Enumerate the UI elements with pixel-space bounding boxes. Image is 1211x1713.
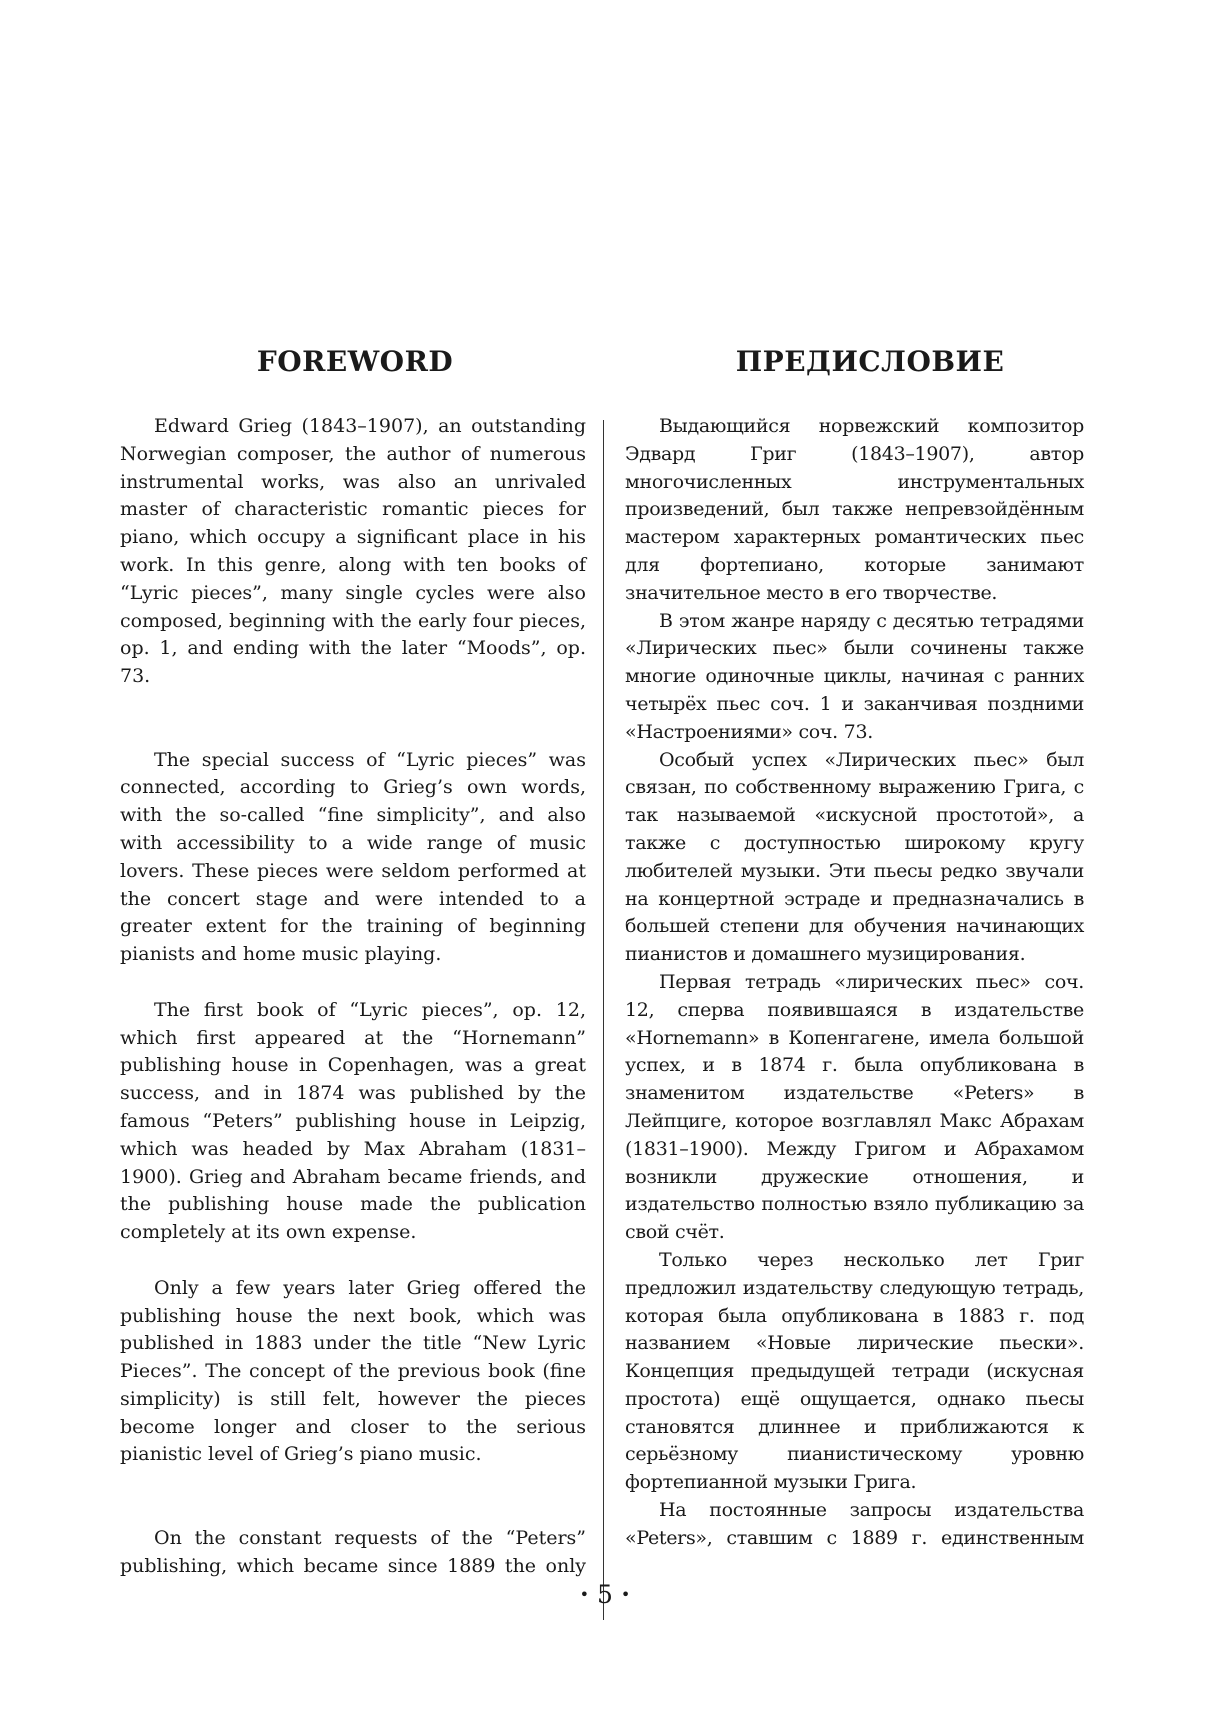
page-number	[555, 1580, 655, 1609]
russian-paragraph: Выдающийся норвежский композитор Эдвард Григ (1843–1907), автор многочисленных инструментальных произведений, был также непревзойдённым мастером характерных романтических пьес для фортепиано, которые занимают значительное место в его творчестве.	[625, 415, 1084, 604]
page-number-value: 5	[597, 1580, 613, 1609]
english-paragraph: Only a few years later Grieg offered the publishing house the next book, which was published in 1883 under the title “New Lyric Pieces”. The concept of the previous book (fine simplicity) is still felt, however the pieces become longer and closer to the serious pianistic level of Grieg’s piano music.	[120, 1276, 586, 1466]
english-paragraph: Edward Grieg (1843–1907), an outstanding Norwegian composer, the author of numerous instrumental works, was also an unrivaled master of characteristic romantic pieces for piano, which occupy a significant place in his work. In this genre, along with ten books of “Lyric pieces”, many single cycles were also composed, beginning with the early four pieces, op. 1, and ending with the later “Moods”, op. 73.	[120, 415, 586, 688]
english-paragraph: The special success of “Lyric pieces” was connected, according to Grieg’s own words, with the so-called “fine simplicity”, and also with accessibility to a wide range of music lovers. These pieces were seldom performed at the concert stage and were intended to a greater extent for the training of beginning pianists and home music playing.	[120, 748, 586, 966]
russian-paragraph: На постоянные запросы издательства «Peters», ставшим с 1889 г. единственным	[625, 1499, 1084, 1549]
russian-paragraph: Особый успех «Лирических пьес» был связан, по собственному выражению Грига, с так называемой «искусной простотой», а также с доступностью широкому кругу любителей музыки. Эти пьесы редко звучали на концертной эстраде и предназначались в большей степени для обучения начинающих пианистов и домашнего музицирования.	[625, 748, 1084, 966]
english-column	[120, 413, 586, 1580]
predislovie-title: ПРЕДИСЛОВИЕ	[735, 345, 1005, 378]
russian-column	[625, 413, 1084, 1553]
bullet-left-icon: •	[579, 1585, 590, 1604]
russian-paragraph: В этом жанре наряду с десятью тетрадями «Лирических пьес» были сочинены также многие одиночные циклы, начиная с ранних четырёх пьес соч. 1 и заканчивая поздними «Настроениями» соч. 73.	[625, 609, 1084, 743]
english-paragraph: The first book of “Lyric pieces”, op. 12, which first appeared at the “Hornemann” publishing house in Copenhagen, was a great success, and in 1874 was published by the famous “Peters” publishing house in Leipzig, which was headed by Max Abraham (1831–1900). Grieg and Abraham became friends, and the publishing house made the publication completely at its own expense.	[120, 998, 586, 1244]
english-paragraph: On the constant requests of the “Peters” publishing, which became since 1889 the only	[120, 1526, 586, 1577]
russian-paragraph: Первая тетрадь «лирических пьес» соч. 12, сперва появившаяся в издательстве «Hornemann» в Копенгагене, имела большой успех, и в 1874 г. была опубликована в знаменитом издательстве «Peters» в Лейпциге, которое возглавлял Макс Абрахам (1831–1900). Между Григом и Абрахамом возникли дружеские отношения, и издательство полностью взяло публикацию за свой счёт.	[625, 970, 1084, 1244]
foreword-title: FOREWORD	[256, 345, 454, 378]
column-divider	[603, 420, 604, 1620]
russian-paragraph: Только через несколько лет Григ предложил издательству следующую тетрадь, которая была опубликована в 1883 г. под названием «Новые лирические пьески». Концепция предыдущей тетради (искусная простота) ещё ощущается, однако пьесы становятся длиннее и приближаются к серьёзному пианистическому уровню фортепианной музыки Грига.	[625, 1248, 1084, 1494]
bullet-right-icon: •	[620, 1585, 631, 1604]
